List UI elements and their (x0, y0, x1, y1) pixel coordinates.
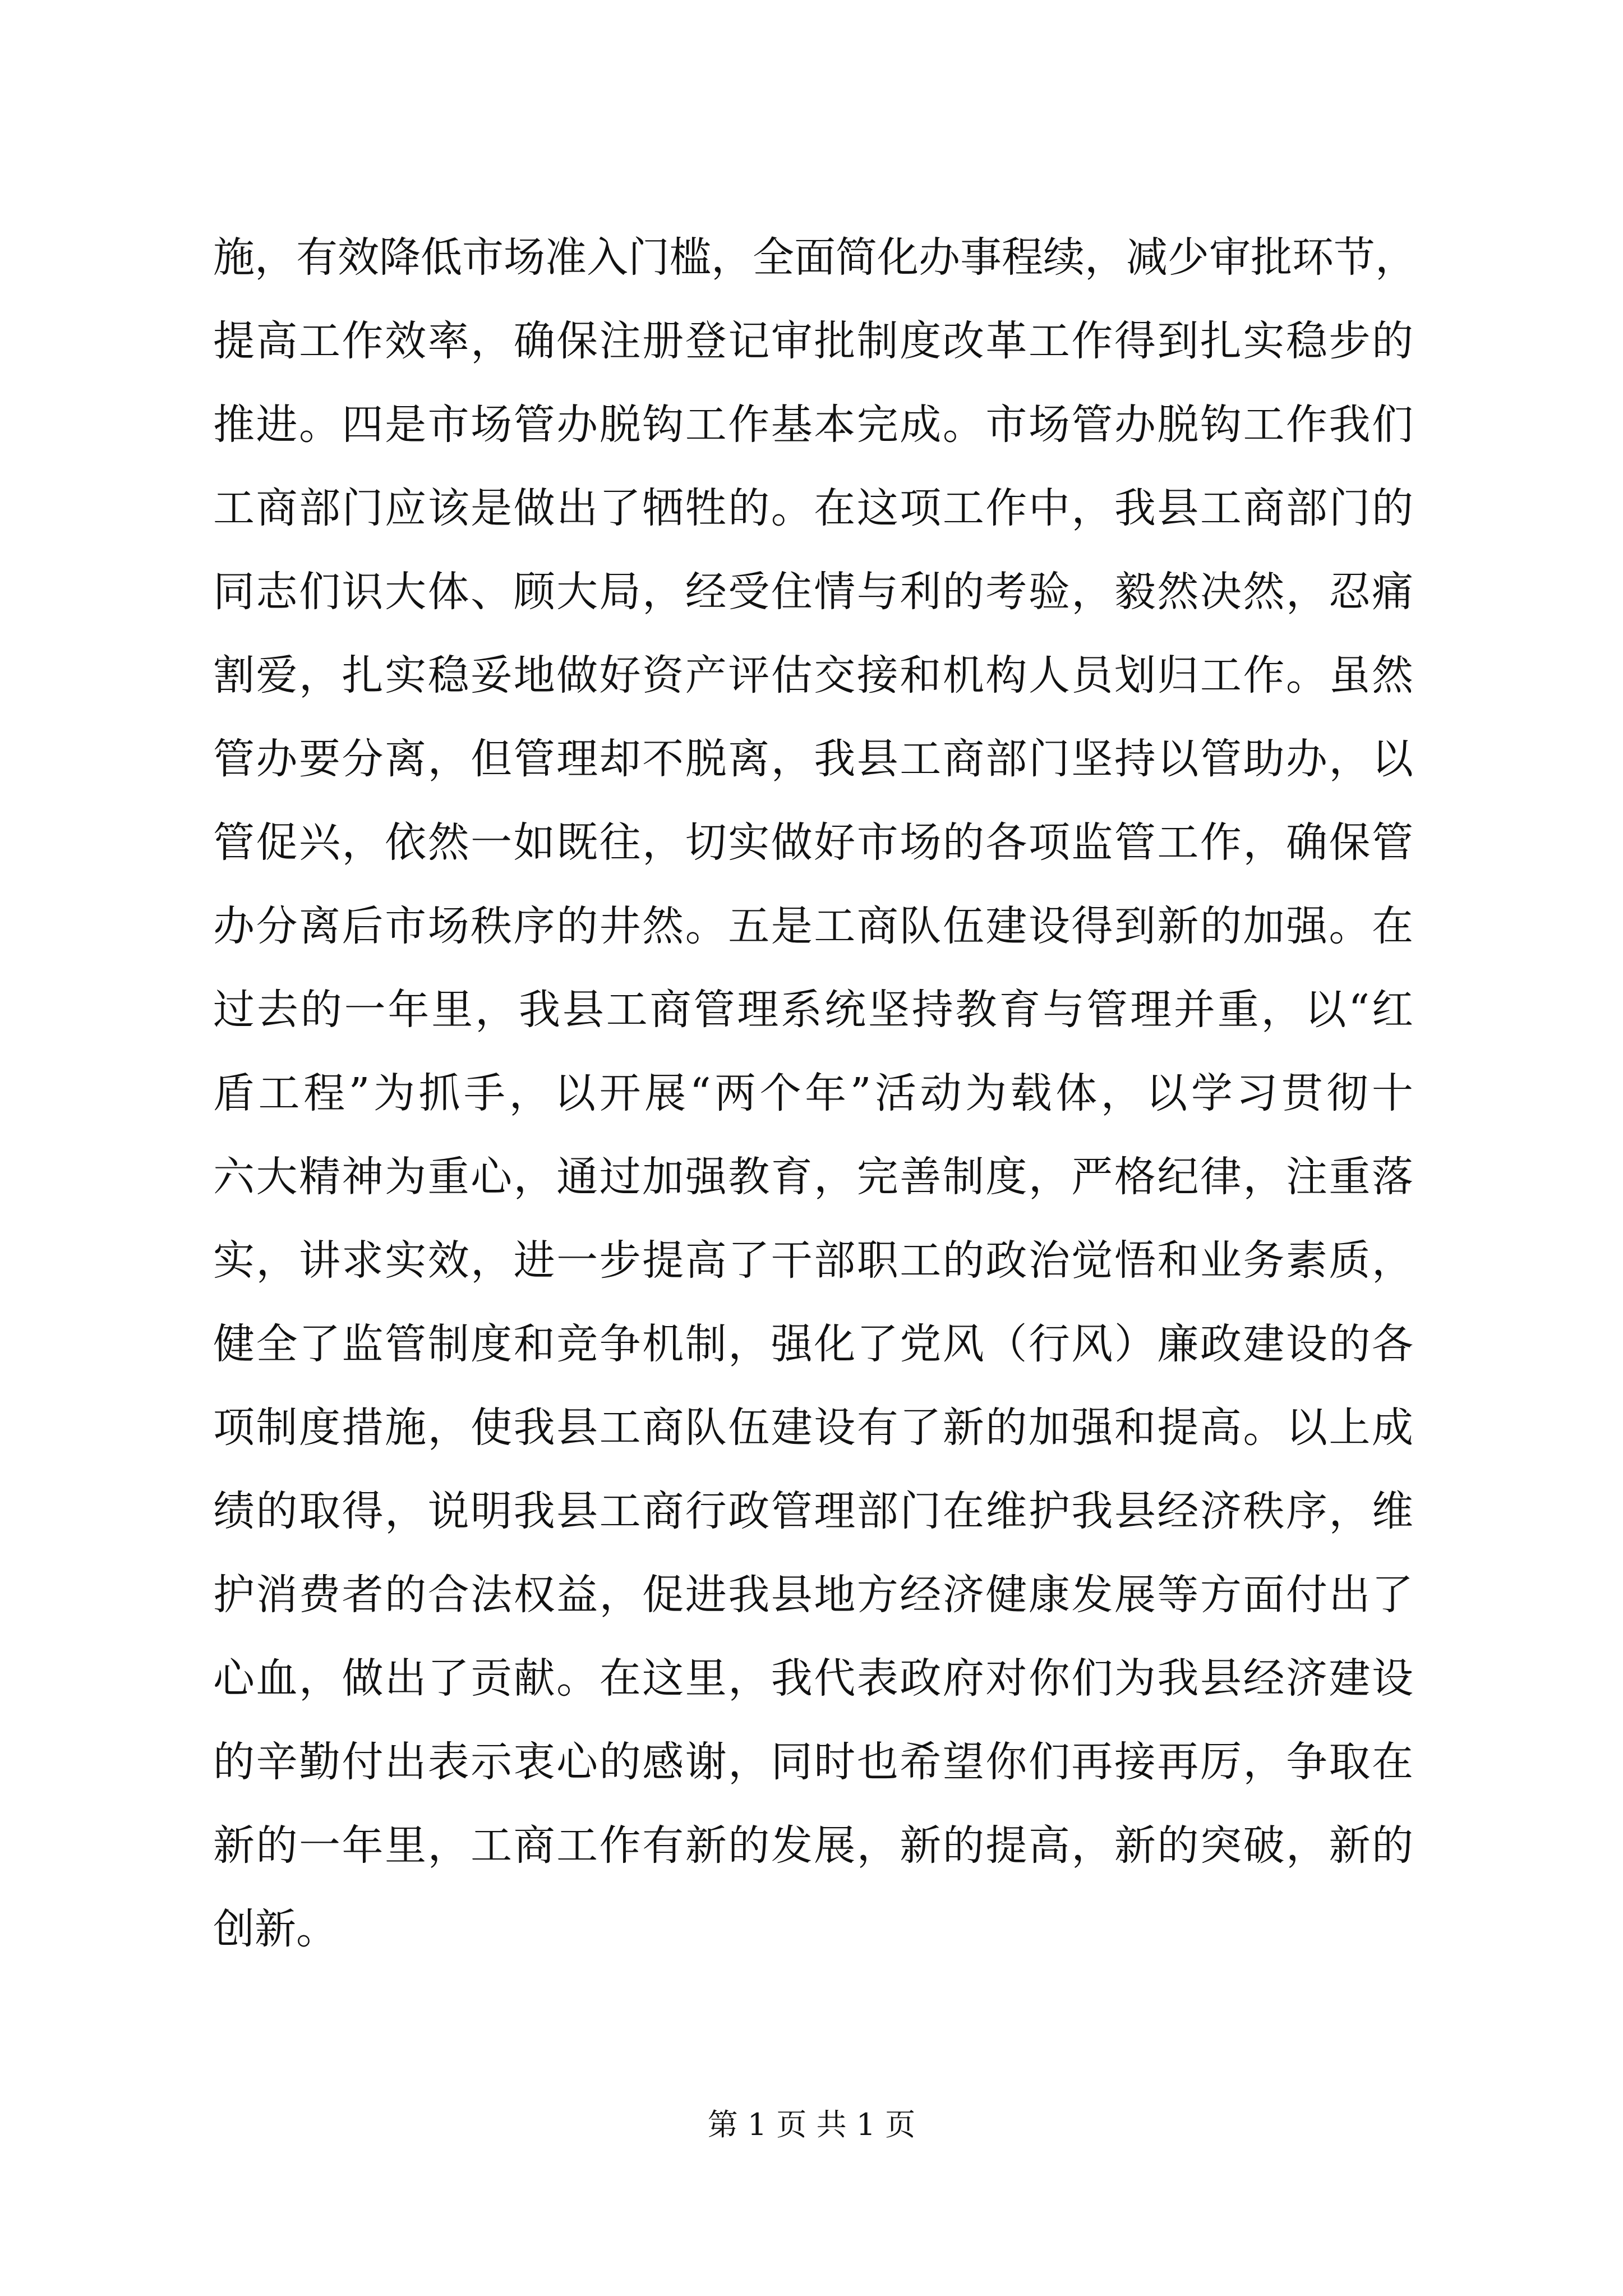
text-line: 新的一年里，工商工作有新的发展，新的提高，新的突破，新的 (213, 1821, 1413, 1870)
text-line: 同志们识大体、顾大局，经受住情与利的考验，毅然决然，忍痛 (213, 568, 1413, 616)
text-line: 心血，做出了贡献。在这里，我代表政府对你们为我县经济建设 (213, 1654, 1413, 1703)
text-line: 割爱，扎实稳妥地做好资产评估交接和机构人员划归工作。虽然 (213, 651, 1413, 700)
text-line: 实，讲求实效，进一步提高了干部职工的政治觉悟和业务素质， (213, 1236, 1413, 1285)
text-line: 过去的一年里，我县工商管理系统坚持教育与管理并重，以“红 (213, 986, 1413, 1034)
text-line: 六大精神为重心，通过加强教育，完善制度，严格纪律，注重落 (213, 1153, 1413, 1201)
text-line: 健全了监管制度和竞争机制，强化了党风（行风）廉政建设的各 (213, 1320, 1413, 1368)
text-line: 项制度措施，使我县工商队伍建设有了新的加强和提高。以上成 (213, 1404, 1413, 1452)
text-line: 办分离后市场秩序的井然。五是工商队伍建设得到新的加强。在 (213, 902, 1413, 950)
text-line: 创新。 (213, 1905, 338, 1953)
text-line: 工商部门应该是做出了牺牲的。在这项工作中，我县工商部门的 (213, 484, 1413, 532)
text-line: 护消费者的合法权益，促进我县地方经济健康发展等方面付出了 (213, 1571, 1413, 1619)
text-line: 管办要分离，但管理却不脱离，我县工商部门坚持以管助办，以 (213, 735, 1413, 783)
text-line: 管促兴，依然一如既往，切实做好市场的各项监管工作，确保管 (213, 818, 1413, 867)
text-line: 的辛勤付出表示衷心的感谢，同时也希望你们再接再厉，争取在 (213, 1738, 1413, 1786)
text-line: 绩的取得，说明我县工商行政管理部门在维护我县经济秩序，维 (213, 1487, 1413, 1535)
text-line: 推进。四是市场管办脱钩工作基本完成。市场管办脱钩工作我们 (213, 401, 1413, 449)
text-line: 施，有效降低市场准入门槛，全面简化办事程续，减少审批环节， (213, 233, 1417, 282)
text-line: 提高工作效率，确保注册登记审批制度改革工作得到扎实稳步的 (213, 317, 1413, 365)
body-text (213, 216, 1417, 1971)
text-line: 盾工程”为抓手，以开展“两个年”活动为载体，以学习贯彻十 (213, 1069, 1413, 1117)
page-footer: 第 1 页 共 1 页 (707, 2107, 916, 2142)
